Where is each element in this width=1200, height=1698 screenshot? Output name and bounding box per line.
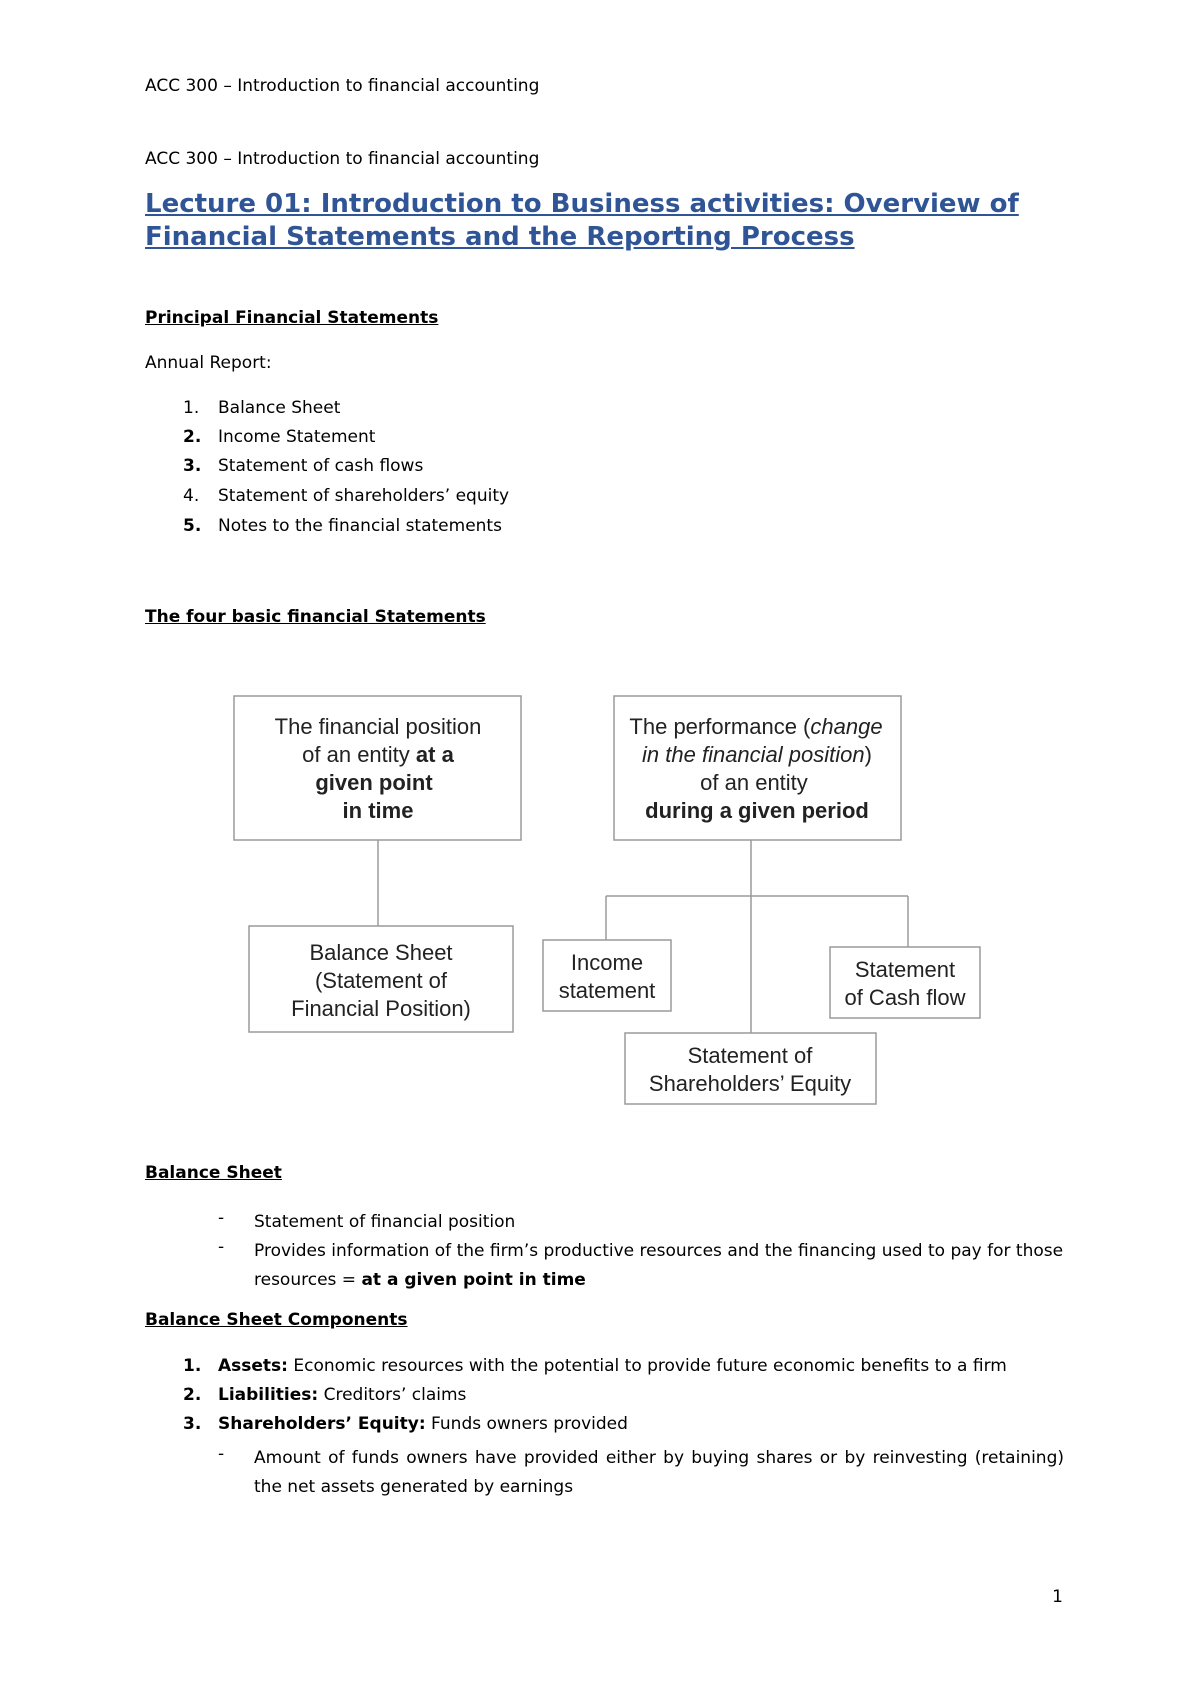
lecture-title: Lecture 01: Introduction to Business activities: Overview of Financial Statements and the Reporting Process: [145, 189, 1019, 252]
list-number: 5.: [183, 516, 202, 536]
definition: Creditors’ claims: [318, 1385, 467, 1405]
diagram-text: (Statement of: [314, 968, 448, 993]
list-number: 2.: [183, 1385, 202, 1405]
bullet-text: Amount of funds owners have provided either by buying shares or by reinvesting (retaining) the net assets generated by earnings: [254, 1448, 1064, 1497]
diagram-text-bold: given point: [315, 770, 433, 795]
list-label: Notes to the financial statements: [218, 516, 502, 536]
page-number: 1: [1052, 1587, 1063, 1607]
diagram-text: Income: [570, 950, 644, 975]
diagram-text: Financial Position): [291, 996, 471, 1021]
list-number: 3.: [183, 456, 202, 476]
list-label: Statement of cash flows: [218, 456, 424, 476]
list-label: [218, 1356, 1007, 1376]
term: Liabilities:: [218, 1385, 319, 1405]
bullet-dash: -: [218, 1444, 225, 1464]
list-label: Balance Sheet: [218, 398, 341, 418]
bullet-dash: -: [218, 1237, 225, 1257]
list-label: Income Statement: [218, 427, 376, 447]
diagram-text: of an entity: [302, 742, 410, 767]
section-heading-four-basic: The four basic financial Statements: [145, 607, 486, 627]
diagram-text: Balance Sheet: [309, 940, 453, 965]
diagram-text: of an entity: [700, 770, 808, 795]
components-list: [0, 1356, 1200, 1506]
diagram-text-bold: during a given period: [645, 798, 869, 823]
bullet-dash: -: [218, 1208, 225, 1228]
list-number: 4.: [183, 486, 200, 506]
section-heading-components: Balance Sheet Components: [145, 1310, 408, 1330]
diagram-text: Statement of: [687, 1043, 813, 1068]
running-header: ACC 300 – Introduction to financial accounting: [145, 76, 540, 96]
list-number: 3.: [183, 1414, 202, 1434]
balance-sheet-bullets: [0, 1208, 1200, 1298]
bullet-text-bold: at a given point in time: [361, 1270, 586, 1290]
diagram-text-italic: in the financial position: [642, 742, 865, 767]
list-label: [218, 1385, 466, 1405]
document-header: ACC 300 – Introduction to financial accounting: [145, 149, 540, 169]
diagram-text: [629, 714, 882, 739]
list-number: 2.: [183, 427, 202, 447]
bullet-text: Statement of financial position: [254, 1212, 516, 1232]
section-heading-balance-sheet: Balance Sheet: [145, 1163, 282, 1183]
diagram-text: [302, 742, 454, 767]
bullet-text-wrapper: [254, 1237, 1064, 1295]
term: Assets:: [218, 1356, 288, 1376]
diagram-text: Shareholders’ Equity: [648, 1071, 852, 1096]
list-label: Statement of shareholders’ equity: [218, 486, 510, 506]
diagram-text: [642, 742, 872, 767]
diagram-text-bold: at a: [415, 742, 454, 767]
definition: Funds owners provided: [425, 1414, 628, 1434]
definition: Economic resources with the potential to provide future economic benefits to a firm: [287, 1356, 1007, 1376]
diagram-text: statement: [558, 978, 656, 1003]
section-heading-principal: Principal Financial Statements: [145, 308, 439, 328]
annual-report-label: Annual Report:: [145, 353, 272, 373]
diagram-text-italic: change: [810, 714, 883, 739]
diagram-text: ): [864, 742, 872, 767]
list-number: 1.: [183, 398, 200, 418]
diagram-text: of Cash flow: [844, 985, 966, 1010]
diagram-text: The performance (: [629, 714, 811, 739]
term: Shareholders’ Equity:: [218, 1414, 426, 1434]
diagram-text: The financial position: [274, 714, 482, 739]
list-number: 1.: [183, 1356, 202, 1376]
bullet-text: Provides information of the firm’s productive resources and the financing used to pay for those resources =: [254, 1241, 1064, 1290]
diagram-text: Statement: [854, 957, 956, 982]
list-label: [218, 1414, 628, 1434]
diagram-text-bold: in time: [342, 798, 414, 823]
